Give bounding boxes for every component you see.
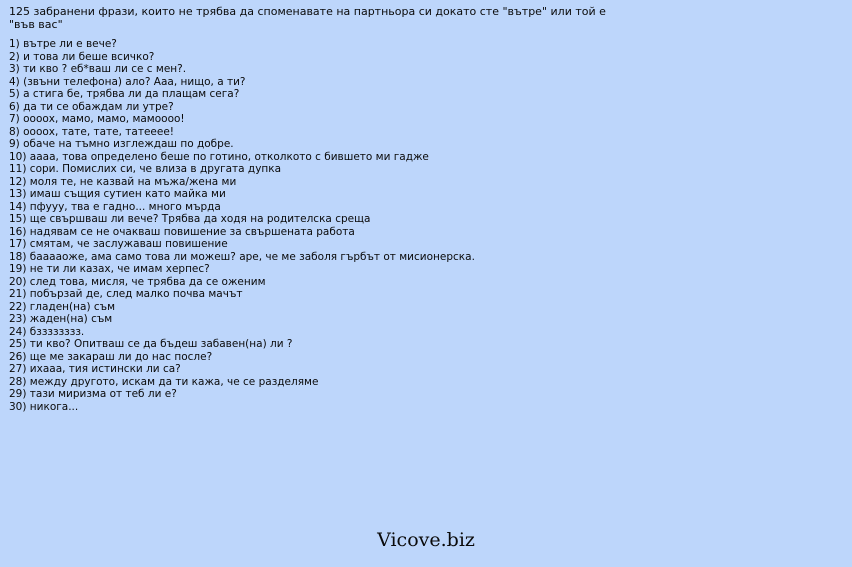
phrase-item: 6) да ти се обаждам ли утре? <box>9 100 174 113</box>
phrase-item: 7) оооох, мамо, мамо, мамоооо! <box>9 113 185 125</box>
phrase-item: 19) не ти ли казах, че имам херпес? <box>9 263 210 275</box>
phrase-item: 17) смятам, че заслужаваш повишение <box>9 238 228 250</box>
phrase-item: 5) а стига бе, трябва ли да плащам сега? <box>9 88 240 100</box>
phrase-item: 18) бааааоже, ама само това ли можеш? аре, че ме заболя гърбът от мисионерска. <box>9 250 475 263</box>
phrase-item: 11) сори. Помислих си, че влиза в другата дупка <box>9 163 282 175</box>
phrase-item: 12) моля те, не казвай на мъжа/жена ми <box>9 175 237 188</box>
phrase-item: 13) имаш същия сутиен като майка ми <box>9 188 226 200</box>
phrase-item: 22) гладен(на) съм <box>9 300 115 313</box>
phrase-item: 10) аааа, това определено беше по готино, отколкото с бившето ми гадже <box>9 150 429 163</box>
phrase-item: 4) (звъни телефона) ало? Ааа, нищо, а ти? <box>9 75 246 88</box>
phrase-item: 30) никога... <box>9 400 79 413</box>
article-content <box>9 6 609 413</box>
phrase-item: 2) и това ли беше всичко? <box>9 50 155 63</box>
phrase-item: 8) оооох, тате, тате, татееее! <box>9 125 175 138</box>
phrase-item: 27) ихааа, тия истински ли са? <box>9 363 181 375</box>
phrase-item: 21) побързай де, след малко почва мачът <box>9 288 243 300</box>
phrase-item: 3) ти кво ? еб*ваш ли се с мен?. <box>9 63 187 75</box>
phrase-item: 14) пфууу, тва е гадно... много мърда <box>9 200 221 213</box>
phrase-list <box>9 38 609 413</box>
phrase-item: 28) между другото, искам да ти кажа, че се разделяме <box>9 375 319 388</box>
phrase-item: 24) бзззззззз. <box>9 325 85 338</box>
phrase-item: 16) надявам се не очакваш повишение за свършената работа <box>9 225 355 238</box>
phrase-item: 9) обаче на тъмно изглеждаш по добре. <box>9 138 234 150</box>
phrase-item: 26) ще ме закараш ли до нас после? <box>9 350 213 363</box>
site-watermark: Vicove.biz <box>377 529 475 551</box>
phrase-item: 20) след това, мисля, че трябва да се оженим <box>9 275 266 288</box>
phrase-item: 1) вътре ли е вече? <box>9 38 117 50</box>
phrase-item: 23) жаден(на) съм <box>9 313 113 325</box>
article-title: 125 забранени фрази, които не трябва да споменавате на партньора си докато сте "вътре" или той е "във вас" <box>9 5 606 31</box>
phrase-item: 25) ти кво? Опитваш се да бъдеш забавен(на) ли ? <box>9 338 293 350</box>
phrase-item: 29) тази миризма от теб ли е? <box>9 388 177 400</box>
phrase-item: 15) ще свършваш ли вече? Трябва да ходя на родителска среща <box>9 213 371 225</box>
